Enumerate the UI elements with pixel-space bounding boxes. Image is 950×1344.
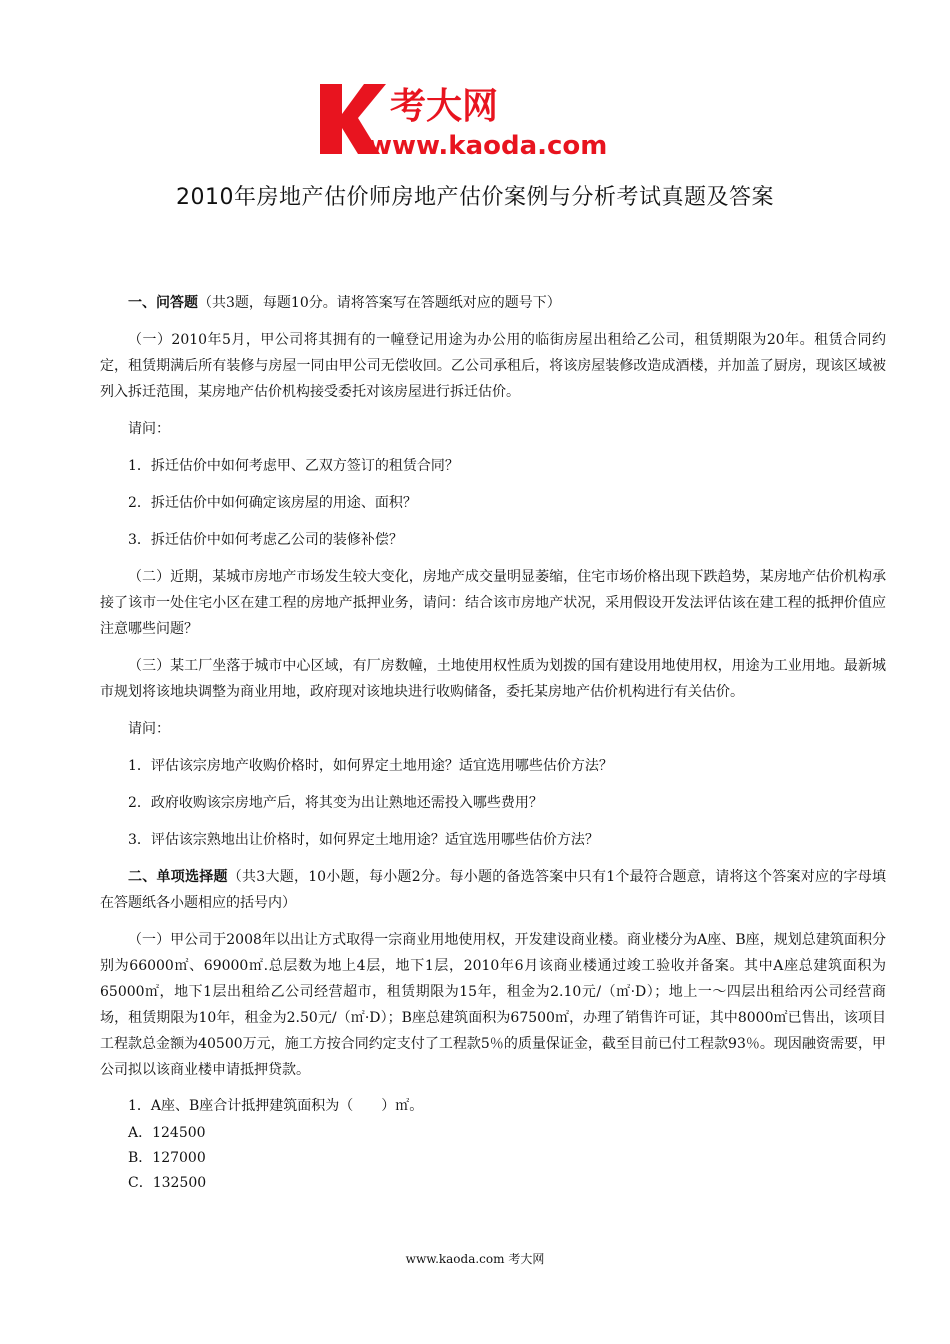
kaoda-logo-graphic bbox=[318, 80, 638, 162]
section1-heading: 一、问答题 bbox=[128, 295, 198, 311]
document-body bbox=[100, 290, 886, 1196]
kaoda-logo bbox=[318, 80, 638, 162]
question2-text: （二）近期，某城市房地产市场发生较大变化，房地产成交量明显萎缩，住宅市场价格出现下跌趋势，某房地产估价机构承接了该市一处住宅小区在建工程的房地产抵押业务，请问：结合该市房地产状况，采用假设开发法评估该在建工程的抵押价值应注意哪些问题？ bbox=[100, 569, 886, 637]
choice-option: A．124500 bbox=[128, 1125, 206, 1141]
logo-brand-text: 考大网 bbox=[390, 86, 499, 127]
question1-text: （一）2010年5月，甲公司将其拥有的一幢登记用途为办公用的临街房屋出租给乙公司，租赁期限为20年。租赁合同约定，租赁期满后所有装修与房屋一同由甲公司无偿收回。乙公司承租后，将该房屋装修改造成酒楼，并加盖了厨房，现该区域被列入拆迁范围，某房地产估价机构接受委托对该房屋进行拆迁估价。 bbox=[100, 332, 886, 400]
page-footer: www.kaoda.com 考大网 bbox=[405, 1252, 545, 1266]
choice-question-1: 1．A座、B座合计抵押建筑面积为（ ）㎡。 bbox=[128, 1098, 424, 1114]
section1-note: （共3题，每题10分。请将答案写在答题纸对应的题号下） bbox=[198, 295, 561, 311]
question3-item: 1．评估该宗房地产收购价格时，如何界定土地用途？适宜选用哪些估价方法？ bbox=[128, 758, 613, 774]
question3-item: 3．评估该宗熟地出让价格时，如何界定土地用途？适宜选用哪些估价方法？ bbox=[128, 832, 599, 848]
choice-option: B．127000 bbox=[128, 1150, 206, 1166]
section2-heading: 二、单项选择题 bbox=[128, 869, 228, 885]
logo-url-text: www.kaoda.com bbox=[368, 131, 608, 161]
section2-heading-line bbox=[100, 864, 886, 916]
question3-text: （三）某工厂坐落于城市中心区域，有厂房数幢，土地使用权性质为划拨的国有建设用地使用权，用途为工业用地。最新城市规划将该地块调整为商业用地，政府现对该地块进行收购储备，委托某房地产估价机构进行有关估价。 bbox=[100, 658, 886, 700]
section1-heading-line bbox=[100, 290, 886, 316]
question3-item: 2．政府收购该宗房地产后，将其变为出让熟地还需投入哪些费用？ bbox=[128, 795, 543, 811]
question1-item: 1．拆迁估价中如何考虑甲、乙双方签订的租赁合同？ bbox=[128, 458, 459, 474]
question1-ask: 请问： bbox=[128, 421, 170, 437]
question1-item: 3．拆迁估价中如何考虑乙公司的装修补偿？ bbox=[128, 532, 403, 548]
document-title: 2010年房地产估价师房地产估价案例与分析考试真题及答案 bbox=[176, 185, 774, 210]
choice-option: C．132500 bbox=[128, 1175, 207, 1191]
question3-ask: 请问： bbox=[128, 721, 170, 737]
section2-note: （共3大题，10小题，每小题2分。每小题的备选答案中只有1个最符合题意，请将这个答案对应的字母填在答题纸各小题相应的括号内） bbox=[100, 869, 886, 911]
case1-text: （一）甲公司于2008年以出让方式取得一宗商业用地使用权，开发建设商业楼。商业楼分为A座、B座，规划总建筑面积分别为66000㎡、69000㎡.总层数为地上4层，地下1层，2010年6月该商业楼通过竣工验收并备案。其中A座总建筑面积为65000㎡，地下1层出租给乙公司经营超市，租赁期限为15年，租金为2.10元/（㎡·D）；地上一～四层出租给丙公司经营商场，租赁期限为10年，租金为2.50元/（㎡·D）；B座总建筑面积为67500㎡，办理了销售许可证，其中8000㎡已售出，该项目工程款总金额为40500万元，施工方按合同约定支付了工程款5％的质量保证金，截至目前已付工程款93％。现因融资需要，甲公司拟以该商业楼申请抵押贷款。 bbox=[100, 932, 886, 1078]
question1-item: 2．拆迁估价中如何确定该房屋的用途、面积？ bbox=[128, 495, 417, 511]
